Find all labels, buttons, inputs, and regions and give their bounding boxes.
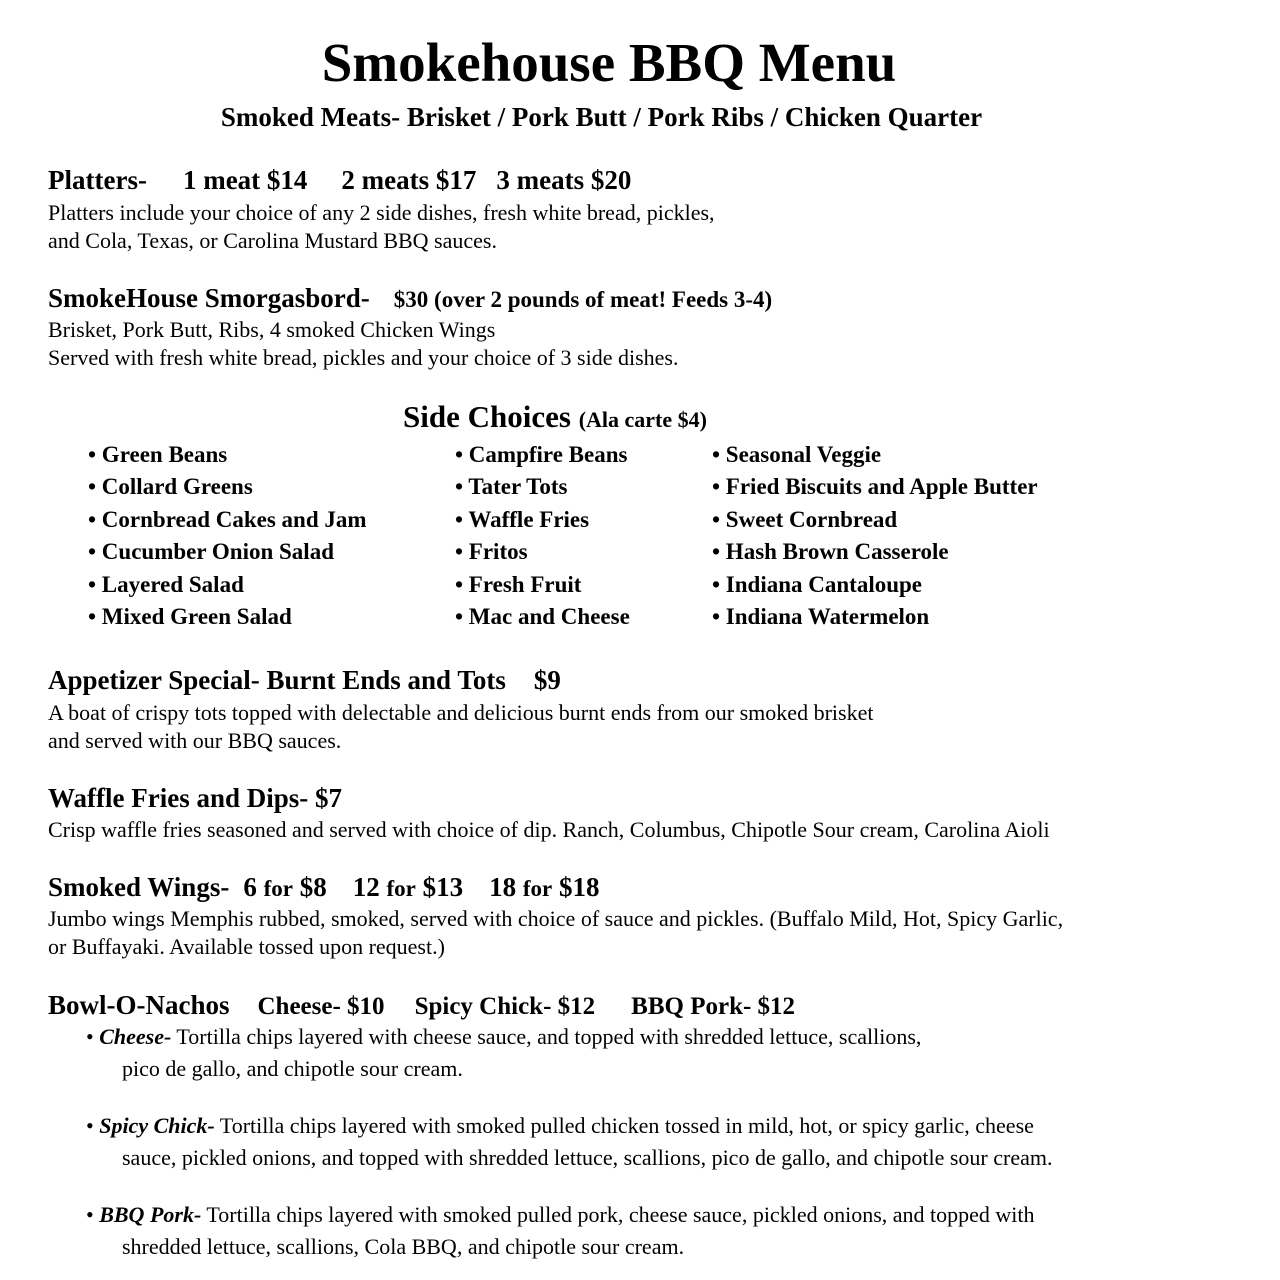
side-item: • Mac and Cheese xyxy=(455,604,630,630)
appetizer-desc-line1: A boat of crispy tots topped with delectable and delicious burnt ends from our smoked brisket xyxy=(48,700,874,725)
wings-qty-2: 12 xyxy=(352,872,380,902)
side-item: • Cucumber Onion Salad xyxy=(88,539,334,565)
appetizer-price: $9 xyxy=(533,665,561,695)
side-choices-note: (Ala carte $4) xyxy=(578,407,707,432)
bullet: • xyxy=(86,1113,94,1138)
platters-price-2: 2 meats $17 xyxy=(341,165,477,195)
side-item: • Mixed Green Salad xyxy=(88,604,292,630)
menu-title: Smokehouse BBQ Menu xyxy=(321,32,897,93)
platters-name: Platters- xyxy=(48,165,147,195)
nachos-price-2: Spicy Chick- $12 xyxy=(414,993,596,1020)
wings-desc-line1: Jumbo wings Memphis rubbed, smoked, served with choice of sauce and pickles. (Buffalo Mild, Hot, Spicy Garlic, xyxy=(48,906,1064,931)
wings-for-2: for xyxy=(386,876,416,901)
nachos-price-1: Cheese- $10 xyxy=(257,993,385,1020)
bullet: • xyxy=(86,1024,94,1049)
nachos-spicy-label: Spicy Chick- xyxy=(99,1113,215,1138)
side-item: • Fried Biscuits and Apple Butter xyxy=(712,474,1038,500)
nachos-cheese-line2: pico de gallo, and chipotle sour cream. xyxy=(122,1056,463,1081)
appetizer-desc-line2: and served with our BBQ sauces. xyxy=(48,728,342,753)
nachos-spicy-text: Tortilla chips layered with smoked pulled chicken tossed in mild, hot, or spicy garlic, cheese xyxy=(214,1113,1034,1138)
side-choices-title: Side Choices xyxy=(403,399,571,434)
nachos-cheese-label: Cheese- xyxy=(99,1024,172,1049)
nachos-spicy-line1 xyxy=(86,1110,1034,1142)
nachos-pork-text: Tortilla chips layered with smoked pulled pork, cheese sauce, pickled onions, and topped with xyxy=(201,1202,1035,1227)
wings-qty-1: 6 xyxy=(243,872,257,902)
side-item: • Indiana Watermelon xyxy=(712,604,930,630)
platters-price-3: 3 meats $20 xyxy=(496,165,632,195)
side-item: • Seasonal Veggie xyxy=(712,442,882,467)
side-choices-heading xyxy=(403,398,707,439)
smorgasbord-desc-line2: Served with fresh white bread, pickles and your choice of 3 side dishes. xyxy=(48,345,679,370)
smorgasbord-heading xyxy=(48,281,772,317)
waffle-fries-desc: Crisp waffle fries seasoned and served with choice of dip. Ranch, Columbus, Chipotle Sour cream, Carolina Aioli xyxy=(48,817,1050,842)
platters-heading xyxy=(48,163,631,197)
nachos-pork-line2: shredded lettuce, scallions, Cola BBQ, and chipotle sour cream. xyxy=(122,1234,685,1259)
wings-price-1: $8 xyxy=(299,872,327,902)
side-item: • Tater Tots xyxy=(455,474,568,500)
appetizer-heading xyxy=(48,663,561,697)
side-item: • Green Beans xyxy=(88,442,228,467)
side-item: • Indiana Cantaloupe xyxy=(712,571,923,597)
nachos-price-3: BBQ Pork- $12 xyxy=(631,993,796,1020)
side-column-3 xyxy=(712,439,1038,633)
side-column-2 xyxy=(455,439,630,633)
waffle-fries-heading: Waffle Fries and Dips- $7 xyxy=(48,783,342,813)
side-item: • Collard Greens xyxy=(88,474,253,500)
wings-qty-3: 18 xyxy=(489,872,517,902)
side-column-1 xyxy=(88,439,367,633)
wings-for-3: for xyxy=(522,876,553,901)
nachos-cheese-line1 xyxy=(86,1021,921,1053)
wings-price-3: $18 xyxy=(558,872,600,902)
nachos-cheese-text: Tortilla chips layered with cheese sauce, and topped with shredded lettuce, scallions, xyxy=(171,1024,922,1049)
wings-heading xyxy=(48,870,599,906)
nachos-pork-label: BBQ Pork- xyxy=(99,1202,202,1227)
bullet: • xyxy=(86,1202,94,1227)
side-item: • Hash Brown Casserole xyxy=(712,539,949,565)
side-item: • Fritos xyxy=(455,539,528,565)
wings-desc-line2: or Buffayaki. Available tossed upon request.) xyxy=(48,934,445,959)
wings-name: Smoked Wings- xyxy=(48,872,230,902)
side-item: • Cornbread Cakes and Jam xyxy=(88,506,367,532)
nachos-name: Bowl-O-Nachos xyxy=(48,990,230,1020)
nachos-heading xyxy=(48,988,795,1024)
smorgasbord-desc-line1: Brisket, Pork Butt, Ribs, 4 smoked Chicken Wings xyxy=(48,317,496,342)
appetizer-name: Appetizer Special- Burnt Ends and Tots xyxy=(48,665,506,695)
wings-price-2: $13 xyxy=(422,872,464,902)
menu-subtitle: Smoked Meats- Brisket / Pork Butt / Pork Ribs / Chicken Quarter xyxy=(220,102,983,132)
nachos-spicy-line2: sauce, pickled onions, and topped with shredded lettuce, scallions, pico de gallo, and chipotle sour cream. xyxy=(122,1145,1053,1170)
side-item: • Fresh Fruit xyxy=(455,571,582,597)
platters-desc-line2: and Cola, Texas, or Carolina Mustard BBQ sauces. xyxy=(48,228,497,253)
platters-desc-line1: Platters include your choice of any 2 side dishes, fresh white bread, pickles, xyxy=(48,200,715,225)
side-item: • Campfire Beans xyxy=(455,442,628,467)
side-item: • Layered Salad xyxy=(88,571,244,597)
wings-for-1: for xyxy=(263,876,293,901)
smorgasbord-name: SmokeHouse Smorgasbord- xyxy=(48,283,370,313)
smorgasbord-price: $30 (over 2 pounds of meat! Feeds 3-4) xyxy=(393,287,773,312)
nachos-pork-line1 xyxy=(86,1199,1035,1231)
side-item: • Waffle Fries xyxy=(455,506,590,532)
platters-price-1: 1 meat $14 xyxy=(182,165,308,195)
side-item: • Sweet Cornbread xyxy=(712,506,898,532)
